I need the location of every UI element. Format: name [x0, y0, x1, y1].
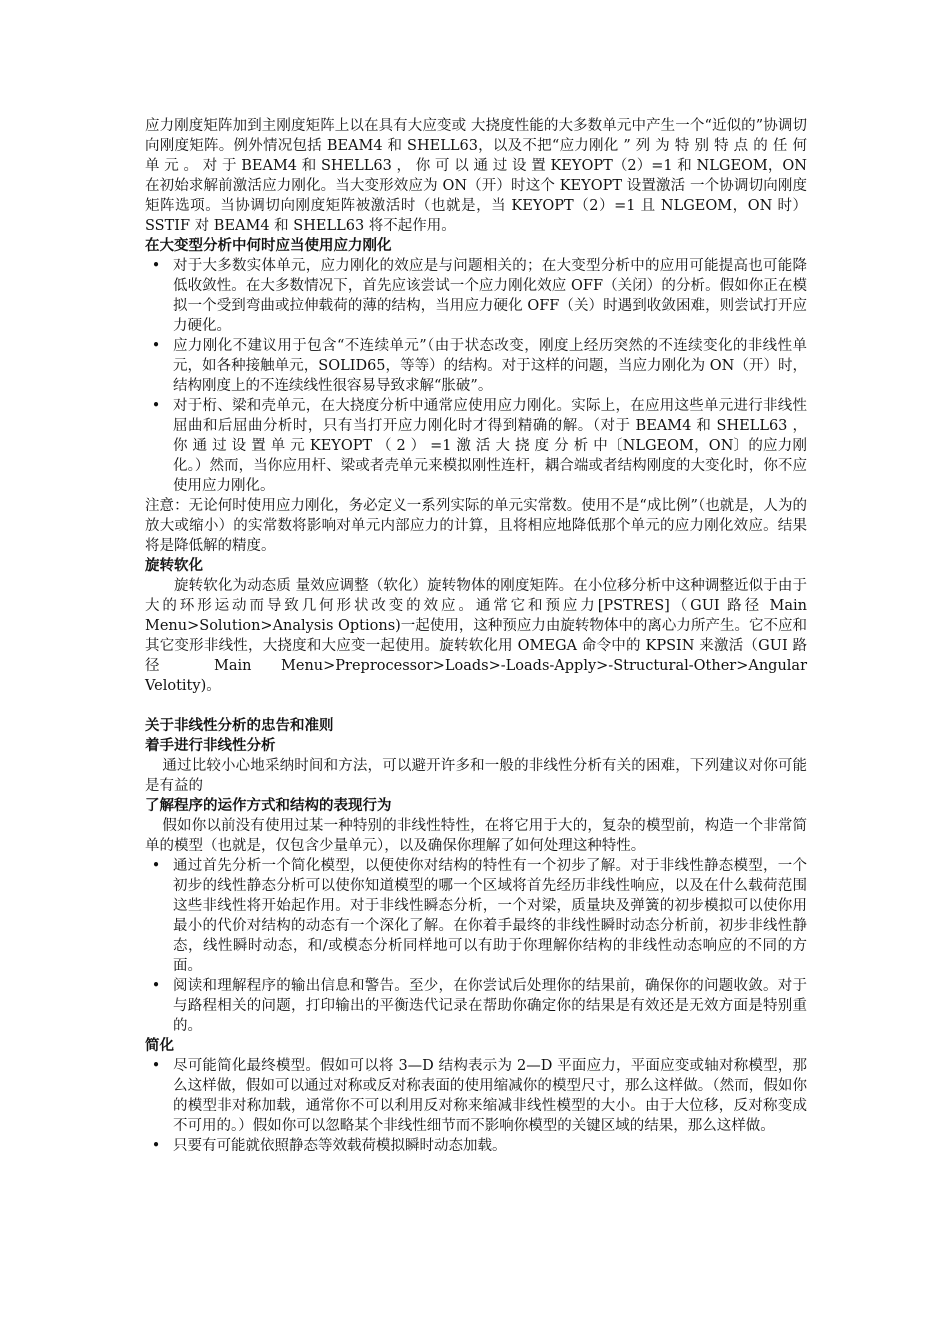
understand-list	[145, 856, 807, 1036]
bullet-icon: •	[151, 398, 161, 414]
section-heading-stress-stiffening: 在大变型分析中何时应当使用应力刚化	[145, 238, 392, 254]
list-item-text: 只要有可能就依照静态等效载荷模拟瞬时动态加载。	[173, 1138, 507, 1154]
bullet-icon: •	[151, 258, 161, 274]
list-item-text: 对于大多数实体单元，应力刚化的效应是与问题相关的；在大变型分析中的应用可能提高也可能降低收敛性。在大多数情况下，首先应该尝试一个应力刚化效应 OFF（关闭）的分析。假如你正在模拟一个受到弯曲或拉伸载荷的薄的结构，当用应力硬化 OFF（关）时遇到收敛困难，则尝试打开应力硬化。	[173, 258, 807, 334]
document-body	[145, 116, 807, 1156]
list-item	[145, 976, 807, 1036]
list-item-text: 对于桁、梁和壳单元，在大挠度分析中通常应使用应力刚化。实际上，在应用这些单元进行非线性屈曲和后屈曲分析时，只有当打开应力刚化时才得到精确的解。（对于 BEAM4 和 SHELL63 ， 你 通 过 设 置 单 元 KEYOPT （ 2 ） =1 激 活 大 挠 度 分 析 中〔NLGEOM，ON〕的应力刚化。）然而，当你应用杆、梁或者壳单元来模拟刚性连杆，耦合端或者结构刚度的大变化时，你不应使用应力刚化。	[173, 398, 807, 494]
list-item-text: 尽可能简化最终模型。假如可以将 3—D 结构表示为 2—D 平面应力，平面应变或轴对称模型，那么这样做，假如可以通过对称或反对称表面的使用缩减你的模型尺寸，那么这样做。（然而，假如你的模型非对称加载，通常你不可以利用反对称来缩减非线性模型的大小。由于大位移，反对称变成不可用的。）假如你可以忽略某个非线性细节而不影响你模型的关键区域的结果，那么这样做。	[173, 1058, 807, 1134]
list-item	[145, 396, 807, 496]
bullet-icon: •	[151, 978, 161, 994]
list-item	[145, 1136, 807, 1156]
list-item	[145, 856, 807, 976]
section-heading-spin-softening: 旋转软化	[145, 558, 203, 574]
note-paragraph: 注意：无论何时使用应力刚化，务必定义一系列实际的单元实常数。使用不是“成比例”（也就是，人为的放大或缩小）的实常数将影响对单元内部应力的计算，且将相应地降低那个单元的应力刚化效应。结果将是降低解的精度。	[145, 498, 807, 554]
spin-softening-paragraph: 旋转软化为动态质 量效应调整（软化）旋转物体的刚度矩阵。在小位移分析中这种调整近似于由于大的环形运动而导致几何形状改变的效应。通常它和预应力[PSTRES]（GUI 路径 Main Menu>Solution>Analysis Options)一起使用，这种预应力由旋转物体中的离心力所产生。它不应和其它变形非线性，大挠度和大应变一起使用。旋转软化用 OMEGA 命令中的 KPSIN 来激活（GUI 路径 Main Menu>Preprocessor>Loads>-Loads-Apply>-Structural-Other>Angular Velotity)。	[145, 578, 807, 694]
stress-stiffening-list	[145, 256, 807, 496]
bullet-icon: •	[151, 1138, 161, 1154]
understand-paragraph: 假如你以前没有使用过某一种特别的非线性特性，在将它用于大的，复杂的模型前，构造一个非常简单的模型（也就是，仅包含少量单元），以及确保你理解了如何处理这种特性。	[145, 818, 807, 854]
list-item	[145, 1056, 807, 1136]
subheading-simplify: 简化	[145, 1038, 174, 1054]
subheading-getting-started: 着手进行非线性分析	[145, 738, 276, 754]
list-item-text: 应力刚化不建议用于包含“不连续单元”（由于状态改变，刚度上经历突然的不连续变化的非线性单元，如各种接触单元，SOLID65，等等）的结构。对于这样的问题，当应力刚化为 ON（开）时，结构刚度上的不连续线性很容易导致求解“胀破”。	[173, 338, 807, 394]
bullet-icon: •	[151, 858, 161, 874]
bullet-icon: •	[151, 1058, 161, 1074]
section-heading-advice: 关于非线性分析的忠告和准则	[145, 718, 334, 734]
bullet-icon: •	[151, 338, 161, 354]
subheading-understand-program: 了解程序的运作方式和结构的表现行为	[145, 798, 392, 814]
blank-line	[145, 696, 807, 716]
getting-started-paragraph: 通过比较小心地采纳时间和方法，可以避开许多和一般的非线性分析有关的困难，下列建议对你可能是有益的	[145, 758, 807, 794]
intro-paragraph: 应力刚度矩阵加到主刚度矩阵上以在具有大应变或 大挠度性能的大多数单元中产生一个“近似的”协调切向刚度矩阵。例外情况包括 BEAM4 和 SHELL63，以及不把“应力刚化 ” 列 为 特 别 特 点 的 任 何 单 元 。 对 于 BEAM4 和 SHELL63 ， 你 可 以 通 过 设 置 KEYOPT（2）=1 和 NLGEOM，ON 在初始求解前激活应力刚化。当大变形效应为 ON（开）时这个 KEYOPT 设置激活 一个协调切向刚度矩阵选项。当协调切向刚度矩阵被激活时（也就是，当 KEYOPT（2）=1 且 NLGEOM，ON 时）SSTIF 对 BEAM4 和 SHELL63 将不起作用。	[145, 118, 807, 234]
list-item-text: 阅读和理解程序的输出信息和警告。至少，在你尝试后处理你的结果前，确保你的问题收敛。对于与路程相关的问题，打印输出的平衡迭代记录在帮助你确定你的结果是有效还是无效方面是特别重的。	[173, 978, 807, 1034]
list-item	[145, 256, 807, 336]
list-item-text: 通过首先分析一个简化模型，以便使你对结构的特性有一个初步了解。对于非线性静态模型，一个初步的线性静态分析可以使你知道模型的哪一个区域将首先经历非线性响应，以及在什么载荷范围这些非线性将开始起作用。对于非线性瞬态分析，一个对梁，质量块及弹簧的初步模拟可以使你用最小的代价对结构的动态有一个深化了解。在你着手最终的非线性瞬时动态分析前，初步非线性静态，线性瞬时动态，和/或模态分析同样地可以有助于你理解你结构的非线性动态响应的不同的方面。	[173, 858, 807, 974]
list-item	[145, 336, 807, 396]
simplify-list	[145, 1056, 807, 1156]
